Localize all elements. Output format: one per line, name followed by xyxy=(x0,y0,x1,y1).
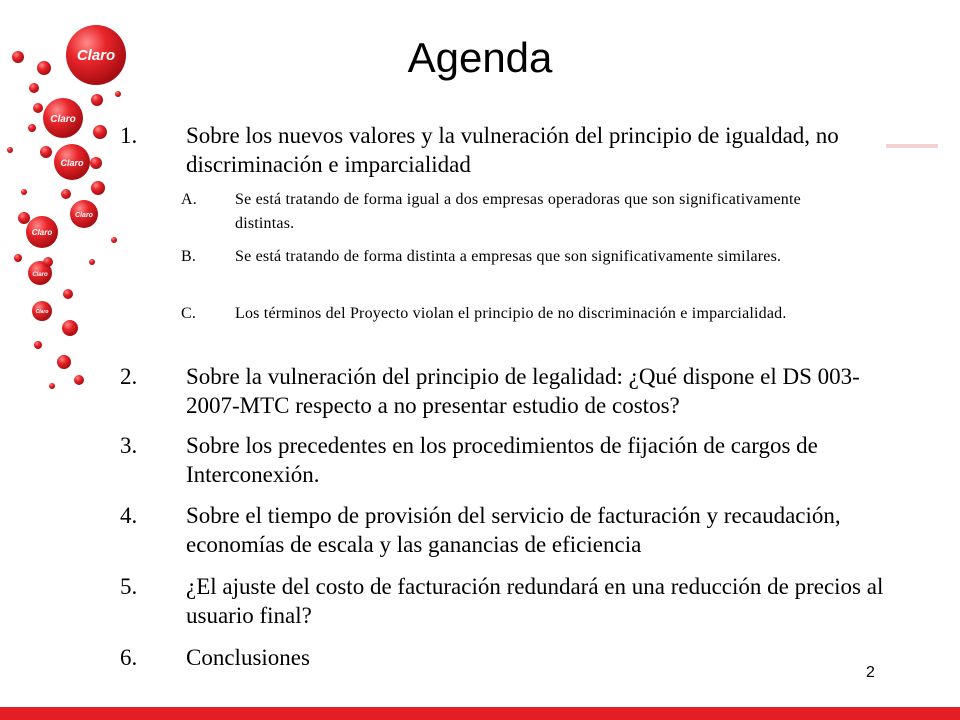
logo-text-6: Claro xyxy=(32,272,48,278)
agenda-item-number: 4. xyxy=(120,503,138,528)
agenda-item-text: Sobre la vulneración del principio de legalidad: ¿Qué dispone el DS 003-2007-MTC respecto a no presentar estudio de costos? xyxy=(186,364,860,418)
agenda-item-text: Sobre el tiempo de provisión del servicio de facturación y recaudación, economías de escala y las ganancias de eficiencia xyxy=(186,503,841,557)
logo-text-7: Claro xyxy=(35,309,49,315)
agenda-item-text: Conclusiones xyxy=(186,645,310,670)
subitem-letter: C. xyxy=(181,305,197,322)
agenda-item-number: 6. xyxy=(120,645,138,670)
claro-wordmark xyxy=(32,47,115,315)
subitem-letter: A. xyxy=(181,191,197,208)
agenda-item-text: Sobre los nuevos valores y la vulneración del principio de igualdad, no discriminación e imparcialidad xyxy=(186,123,839,177)
subitem-text: Se está tratando de forma distinta a empresas que son significativamente similares. xyxy=(235,248,782,265)
logo-text-2: Claro xyxy=(50,114,76,125)
subitem-text: Se está tratando de forma igual a dos empresas operadoras que son significativamente distintas. xyxy=(235,191,801,232)
agenda-item-text: Sobre los precedentes en los procedimientos de fijación de cargos de Interconexión. xyxy=(186,433,818,487)
agenda-item-number: 5. xyxy=(120,574,138,599)
logo-text-3: Claro xyxy=(60,158,84,168)
logo-text-4: Claro xyxy=(75,212,93,219)
agenda-item-number: 1. xyxy=(120,123,138,148)
agenda-item-text: ¿El ajuste del costo de facturación redundará en una reducción de precios al usuario final? xyxy=(186,574,884,628)
page-number: 2 xyxy=(866,664,875,681)
bottom-brand-bar xyxy=(0,707,960,720)
agenda-item-number: 3. xyxy=(120,433,138,458)
subitem-text: Los términos del Proyecto violan el principio de no discriminación e imparcialidad. xyxy=(235,305,787,322)
logo-text-main: Claro xyxy=(76,47,116,64)
slide-title: Agenda xyxy=(407,34,553,81)
logo-text-5: Claro xyxy=(31,228,53,237)
agenda-item-number: 2. xyxy=(120,364,138,389)
subitem-letter: B. xyxy=(181,248,197,265)
